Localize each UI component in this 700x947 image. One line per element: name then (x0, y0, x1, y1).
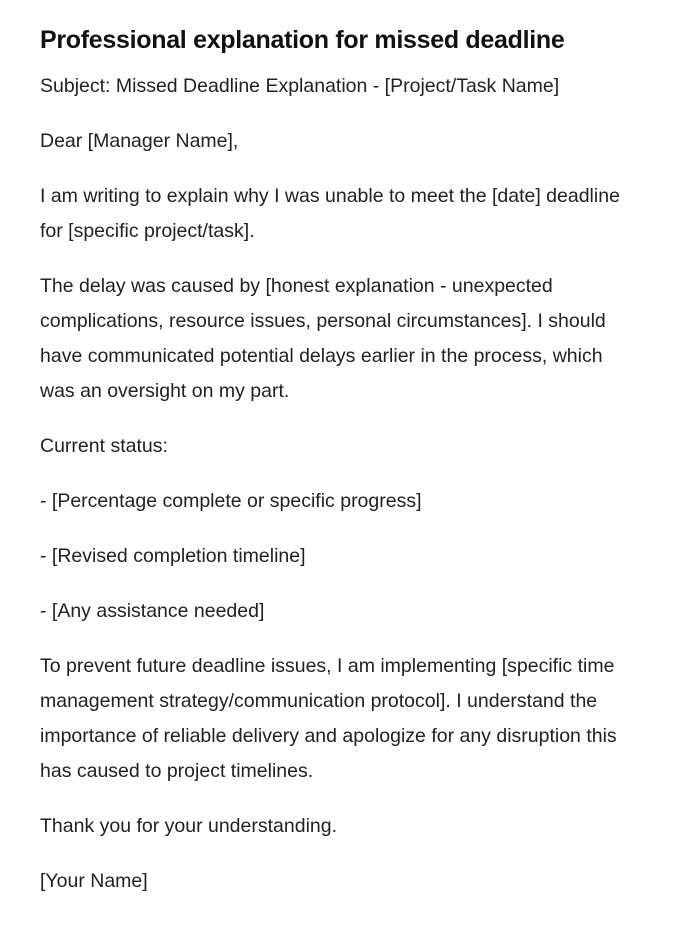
status-item: - [Any assistance needed] (40, 600, 265, 622)
document-title: Professional explanation for missed deadline (40, 26, 565, 54)
status-heading: Current status: (40, 435, 168, 457)
salutation: Dear [Manager Name], (40, 130, 239, 152)
closing-line: Thank you for your understanding. (40, 815, 338, 837)
status-item: - [Percentage complete or specific progress] (40, 490, 422, 512)
status-item: - [Revised completion timeline] (40, 545, 306, 567)
explanation-paragraph: The delay was caused by [honest explanation - unexpected complications, resource issues, personal circumstances]. I should have communicated potential delays earlier in the process, which was an oversight on my part. (40, 275, 606, 402)
subject-line: Subject: Missed Deadline Explanation - [Project/Task Name] (40, 75, 560, 97)
intro-paragraph: I am writing to explain why I was unable to meet the [date] deadline for [specific project/task]. (40, 185, 620, 242)
prevention-paragraph: To prevent future deadline issues, I am implementing [specific time management strategy/communication protocol]. I understand the importance of reliable delivery and apologize for any disruption this has caused to project timelines. (40, 655, 617, 782)
document (40, 22, 640, 919)
signature: [Your Name] (40, 870, 148, 892)
